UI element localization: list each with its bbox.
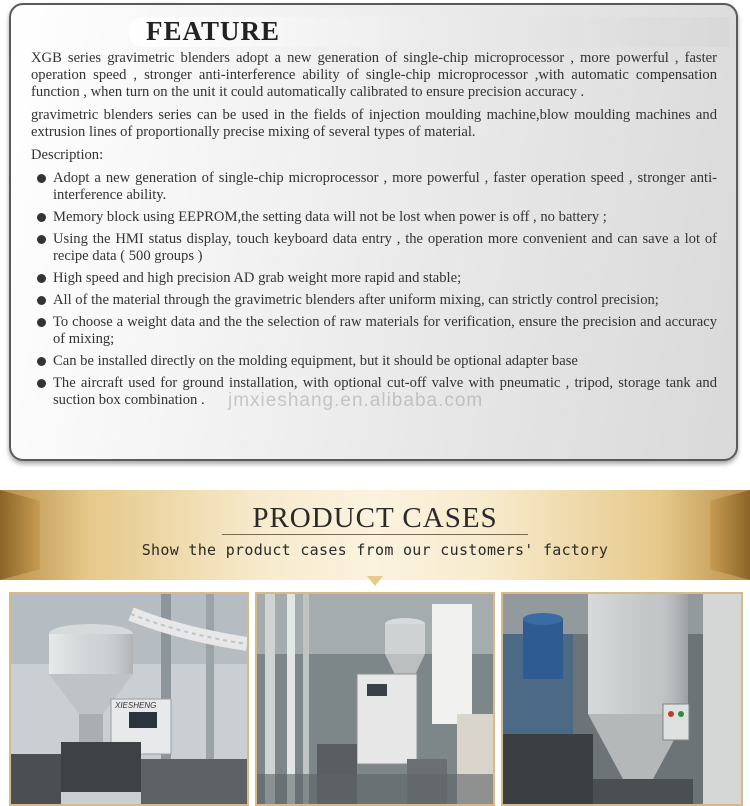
list-item-text: Using the HMI status display, touch keyboard data entry , the operation more convenient and can save a lot of recipe data ( 500 groups ) — [53, 231, 717, 264]
bullet-icon — [37, 235, 46, 244]
list-item-text: Memory block using EEPROM,the setting data will not be lost when power is off , no battery ; — [53, 209, 607, 225]
list-item — [31, 231, 717, 265]
list-item-text: Can be installed directly on the molding equipment, but it should be optional adapter base — [53, 353, 578, 369]
product-cases-title: PRODUCT CASES — [252, 502, 498, 534]
dryer-hopper-photo — [503, 594, 741, 806]
bullet-icon — [37, 357, 46, 366]
list-item-text: Adopt a new generation of single-chip microprocessor , more powerful , faster operation speed , stronger anti-interference ability. — [53, 170, 717, 203]
list-item-text: High speed and high precision AD grab weight more rapid and stable; — [53, 270, 462, 286]
bullet-icon — [37, 318, 46, 327]
list-item — [31, 209, 717, 226]
bullet-icon — [37, 296, 46, 305]
feature-body — [31, 50, 717, 414]
feature-paragraph: XGB series gravimetric blenders adopt a new generation of single-chip microprocessor , more powerful , faster operation speed , stronger anti-interference ability of single-chip microprocessor ,with automatic compensation function , when turn on the unit it could automatically calibrated to ensure precision accuracy . — [31, 50, 717, 100]
feature-title: FEATURE — [146, 16, 281, 46]
feature-paragraph: gravimetric blenders series can be used in the fields of injection moulding machine,blow moulding machines and extrusion lines of proportionally precise mixing of several types of material. — [31, 107, 717, 140]
case-photo-1 — [9, 592, 249, 806]
watermark: jmxieshang.en.alibaba.com — [228, 390, 484, 411]
description-label: Description: — [31, 147, 104, 163]
list-item — [31, 375, 717, 409]
product-cases-subtitle: Show the product cases from our customers' factory — [141, 541, 609, 559]
list-item-text: The aircraft used for ground installation, with optional cut-off valve with pneumatic , tripod, storage tank and suction box combination . — [53, 375, 717, 408]
bullet-icon — [37, 379, 46, 388]
svg-text:XIESHENG: XIESHENG — [115, 701, 157, 710]
blender-machine-photo — [11, 594, 247, 806]
factory-installation-photo — [257, 594, 493, 806]
banner-notch — [367, 576, 383, 586]
case-photo-3 — [501, 592, 743, 806]
list-item — [31, 270, 717, 287]
description-list — [31, 170, 717, 409]
bullet-icon — [37, 174, 46, 183]
banner-divider — [222, 534, 528, 535]
bullet-icon — [37, 213, 46, 222]
bullet-icon — [37, 274, 46, 283]
list-item — [31, 292, 717, 309]
list-item-text: All of the material through the gravimetric blenders after uniform mixing, can strictly control precision; — [53, 292, 659, 308]
list-item — [31, 353, 717, 370]
case-photo-2 — [255, 592, 495, 806]
list-item — [31, 170, 717, 204]
list-item — [31, 314, 717, 348]
list-item-text: To choose a weight data and the the selection of raw materials for verification, ensure the precision and accuracy of mixing; — [53, 314, 717, 347]
